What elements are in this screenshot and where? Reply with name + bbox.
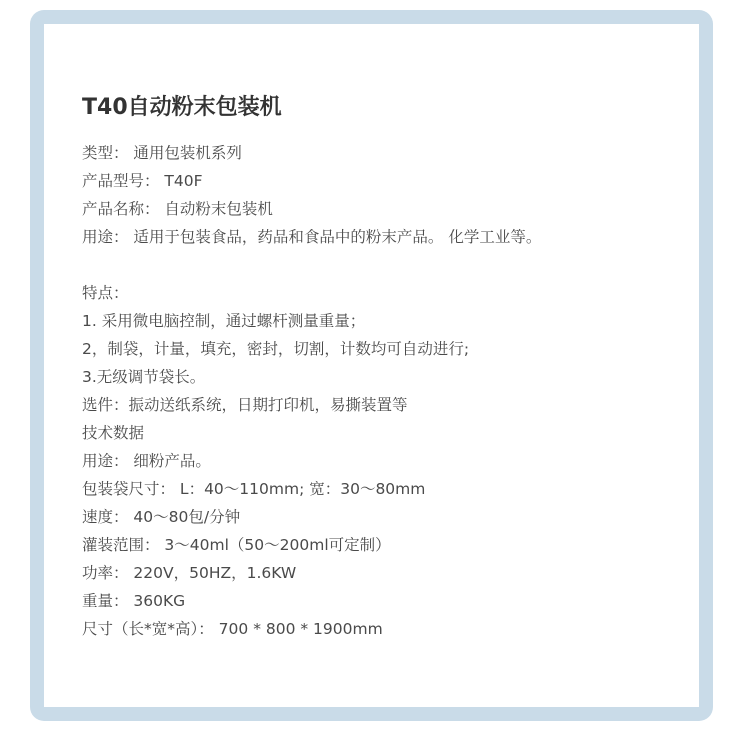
tech-data-heading: 技术数据 [82,424,145,442]
feature-item-1: 1. 采用微电脑控制，通过螺杆测量重量； [82,312,366,330]
feature-item-2: 2，制袋，计量，填充，密封，切割，计数均可自动进行; [82,340,470,358]
spec-options: 选件：振动送纸系统，日期打印机，易撕装置等 [82,396,408,414]
features-heading: 特点： [82,284,129,302]
spec-filling-range: 灌装范围： 3～40ml（50～200ml可定制） [82,536,391,554]
spec-power: 功率： 220V，50HZ，1.6KW [82,564,297,582]
spec-speed: 速度： 40～80包/分钟 [82,508,241,526]
spec-bag-size: 包装袋尺寸： L：40～110mm; 宽：30～80mm [82,480,426,498]
page-title: T40自动粉末包装机 [82,95,282,120]
content-panel [44,24,699,707]
spec-model: 产品型号： T40F [82,172,203,190]
content-frame [30,10,713,721]
spec-weight: 重量： 360KG [82,592,186,610]
feature-item-3: 3.无级调节袋长。 [82,368,206,386]
spec-product-name: 产品名称： 自动粉末包装机 [82,200,273,218]
spec-dimensions: 尺寸（长*宽*高）： 700 * 800 * 1900mm [82,620,383,638]
spec-type: 类型： 通用包装机系列 [82,144,242,162]
spec-application: 用途： 细粉产品。 [82,452,211,470]
spec-usage: 用途： 适用于包装食品，药品和食品中的粉末产品。 化学工业等。 [82,228,542,246]
